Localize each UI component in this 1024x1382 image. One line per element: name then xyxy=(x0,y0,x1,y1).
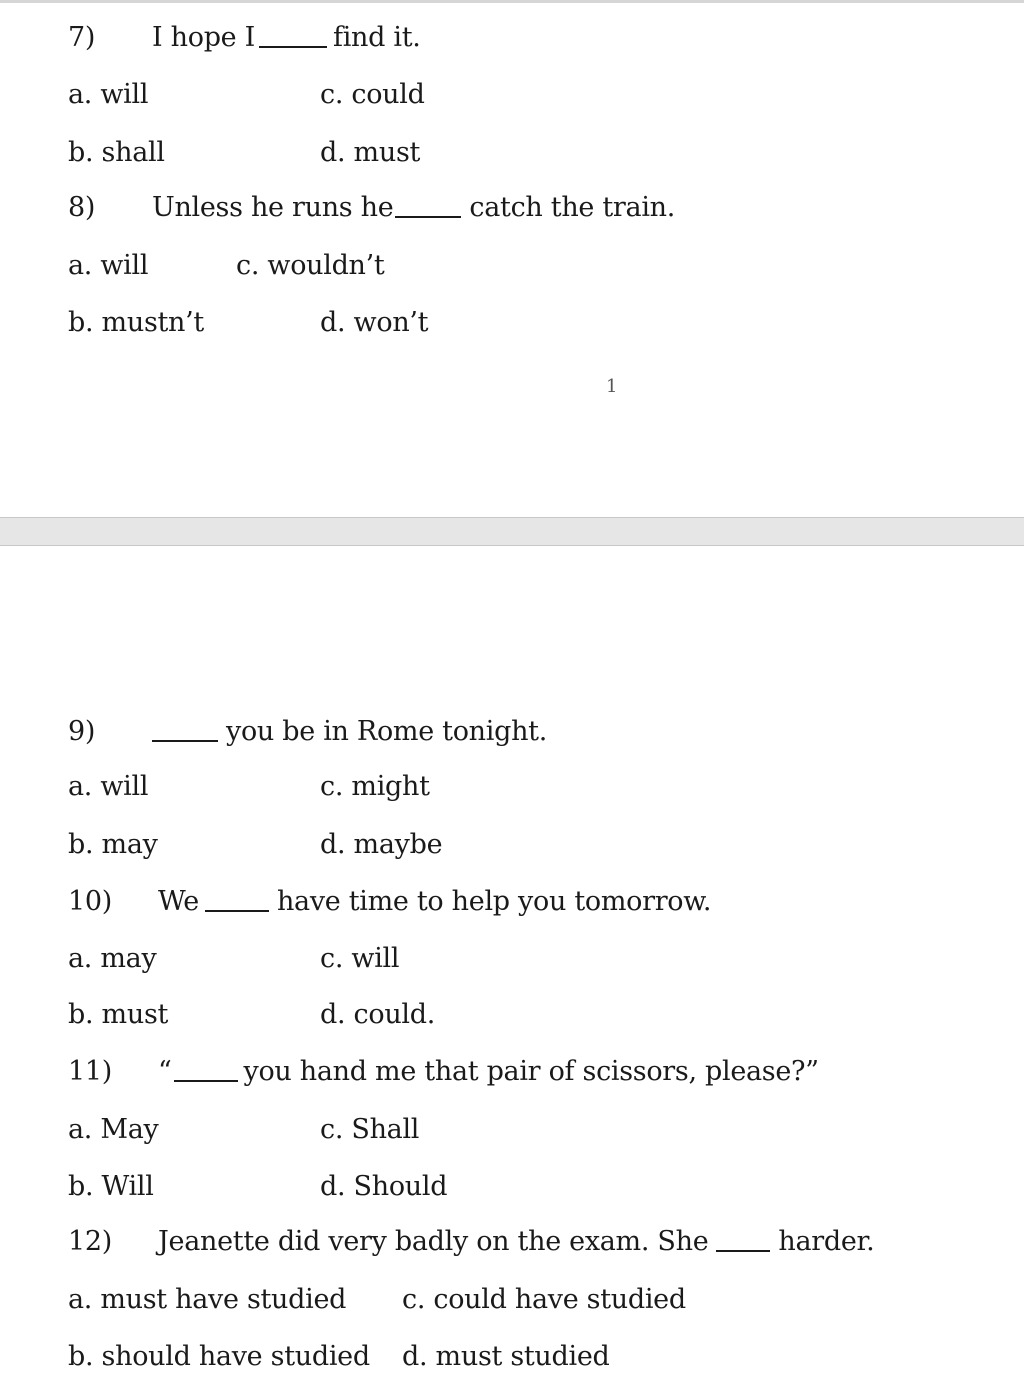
question-8-option-b: b. mustn’t xyxy=(68,307,204,338)
page-number: 1 xyxy=(606,376,618,397)
question-12-option-d: d. must studied xyxy=(402,1341,610,1372)
question-10-option-b: b. must xyxy=(68,999,169,1030)
question-12-text-after: harder. xyxy=(778,1226,875,1257)
question-9-option-c: c. might xyxy=(320,771,430,802)
question-7-text-after: find it. xyxy=(333,22,421,53)
question-9-option-b: b. may xyxy=(68,829,158,860)
question-11-blank xyxy=(174,1080,238,1082)
document-page-2 xyxy=(0,546,1024,1382)
question-12-option-c: c. could have studied xyxy=(402,1284,686,1315)
question-12-option-a: a. must have studied xyxy=(68,1284,347,1315)
question-10-option-c: c. will xyxy=(320,943,400,974)
question-8-text-before: Unless he runs he xyxy=(152,192,394,223)
question-11-option-b: b. Will xyxy=(68,1171,154,1202)
question-12-blank xyxy=(716,1250,770,1252)
question-11-text-before: “ xyxy=(158,1056,172,1087)
question-8-option-d: d. won’t xyxy=(320,307,429,338)
question-9-text-after: you be in Rome tonight. xyxy=(226,716,548,747)
question-10-option-a: a. may xyxy=(68,943,157,974)
question-9-number: 9) xyxy=(68,716,96,747)
page-top-edge xyxy=(0,0,1024,3)
question-9-blank xyxy=(152,740,218,742)
question-10-text-before: We xyxy=(158,886,199,917)
question-10-number: 10) xyxy=(68,886,112,917)
question-8-number: 8) xyxy=(68,192,96,223)
question-10-option-d: d. could. xyxy=(320,999,436,1030)
question-9-option-d: d. maybe xyxy=(320,829,443,860)
question-7-number: 7) xyxy=(68,22,96,53)
question-8-text-after: catch the train. xyxy=(469,192,676,223)
question-12-number: 12) xyxy=(68,1226,112,1257)
question-9-stem xyxy=(152,714,547,750)
question-10-stem xyxy=(158,884,711,920)
question-8-option-c: c. wouldn’t xyxy=(236,250,385,281)
question-8-stem xyxy=(152,190,675,226)
question-10-text-after: have time to help you tomorrow. xyxy=(276,886,712,917)
question-11-option-d: d. Should xyxy=(320,1171,448,1202)
document-page-1 xyxy=(0,0,1024,517)
question-11-option-c: c. Shall xyxy=(320,1114,420,1145)
question-7-option-a: a. will xyxy=(68,79,149,110)
question-9-option-a: a. will xyxy=(68,771,149,802)
question-11-text-after: you hand me that pair of scissors, please?” xyxy=(243,1056,819,1087)
question-7-option-b: b. shall xyxy=(68,137,165,168)
question-7-option-c: c. could xyxy=(320,79,425,110)
question-7-option-d: d. must xyxy=(320,137,421,168)
question-11-stem xyxy=(158,1054,819,1090)
question-7-blank xyxy=(259,46,327,48)
question-10-blank xyxy=(205,910,269,912)
question-12-option-b: b. should have studied xyxy=(68,1341,370,1372)
page-separator xyxy=(0,517,1024,546)
question-12-text-before: Jeanette did very badly on the exam. She xyxy=(158,1226,709,1257)
question-7-text-before: I hope I xyxy=(152,22,256,53)
question-8-option-a: a. will xyxy=(68,250,149,281)
question-11-number: 11) xyxy=(68,1056,112,1087)
question-8-blank xyxy=(395,216,461,218)
question-12-stem xyxy=(158,1224,874,1260)
question-7-stem xyxy=(152,20,421,56)
question-11-option-a: a. May xyxy=(68,1114,159,1145)
